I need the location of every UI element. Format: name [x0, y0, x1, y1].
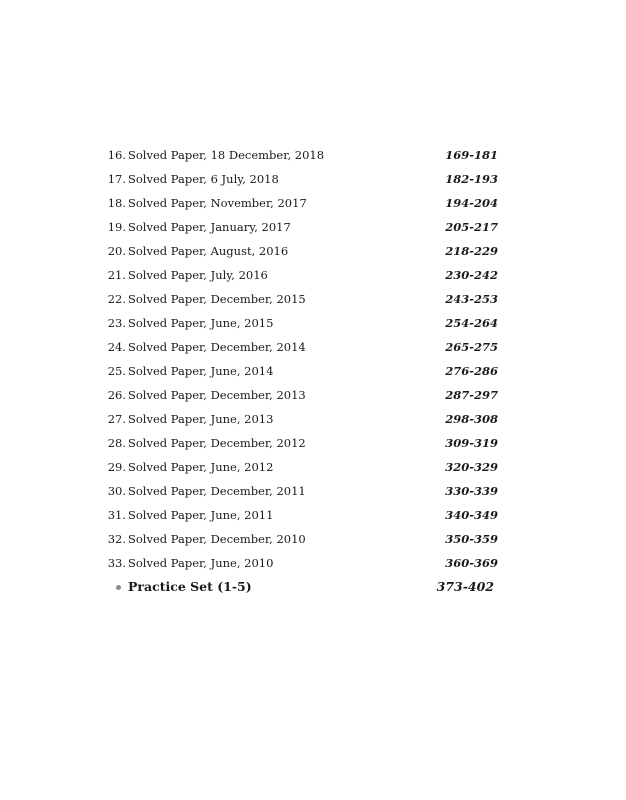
toc-entry — [0, 385, 626, 405]
toc-entry — [0, 505, 626, 525]
entry-number: 32. — [107, 532, 126, 546]
toc-entry — [0, 409, 626, 429]
entry-number: 28. — [107, 436, 126, 450]
entry-title: Practice Set (1-5) — [128, 579, 252, 594]
toc-entry — [0, 337, 626, 357]
entry-number: 27. — [107, 412, 126, 426]
toc-entry — [0, 481, 626, 501]
toc-entry — [0, 217, 626, 237]
entry-number: 19. — [107, 220, 126, 234]
toc-entry — [0, 529, 626, 549]
entry-number: 20. — [107, 244, 126, 258]
toc-entry — [0, 313, 626, 333]
entry-number: 25. — [107, 364, 126, 378]
entry-pages: 194-204 — [445, 196, 498, 210]
toc-entry — [0, 433, 626, 453]
entry-pages: 230-242 — [445, 268, 498, 282]
entry-number: 26. — [107, 388, 126, 402]
entry-title: Solved Paper, 6 July, 2018 — [128, 172, 279, 186]
entry-pages: 360-369 — [445, 556, 498, 570]
entry-title: Solved Paper, December, 2014 — [128, 340, 306, 354]
entry-number: 30. — [107, 484, 126, 498]
entry-title: Solved Paper, November, 2017 — [128, 196, 307, 210]
entry-title: Solved Paper, December, 2015 — [128, 292, 306, 306]
entry-number: 33. — [107, 556, 126, 570]
entry-pages: 169-181 — [445, 148, 498, 162]
bullet-icon — [116, 585, 121, 590]
entry-title: Solved Paper, 18 December, 2018 — [128, 148, 325, 162]
entry-pages: 182-193 — [445, 172, 498, 186]
entry-title: Solved Paper, December, 2013 — [128, 388, 306, 402]
entry-pages: 205-217 — [445, 220, 498, 234]
toc-entry-practice-set — [0, 577, 626, 597]
entry-title: Solved Paper, July, 2016 — [128, 268, 268, 282]
entry-title: Solved Paper, June, 2013 — [128, 412, 274, 426]
toc-entry — [0, 145, 626, 165]
entry-number: 23. — [107, 316, 126, 330]
entry-pages: 287-297 — [445, 388, 498, 402]
entry-number: 24. — [107, 340, 126, 354]
entry-number: 22. — [107, 292, 126, 306]
toc-entry — [0, 361, 626, 381]
entry-title: Solved Paper, June, 2012 — [128, 460, 274, 474]
entry-number: 31. — [107, 508, 126, 522]
toc-entry — [0, 553, 626, 573]
entry-title: Solved Paper, December, 2011 — [128, 484, 306, 498]
entry-title: Solved Paper, June, 2011 — [128, 508, 274, 522]
entry-title: Solved Paper, January, 2017 — [128, 220, 291, 234]
entry-number: 29. — [107, 460, 126, 474]
entry-title: Solved Paper, June, 2010 — [128, 556, 274, 570]
entry-pages: 320-329 — [445, 460, 498, 474]
entry-number: 21. — [107, 268, 126, 282]
entry-pages: 298-308 — [445, 412, 498, 426]
entry-number: 16. — [107, 148, 126, 162]
toc-entry — [0, 193, 626, 213]
entry-pages: 218-229 — [445, 244, 498, 258]
entry-pages: 373-402 — [436, 579, 494, 594]
toc-entry — [0, 289, 626, 309]
entry-title: Solved Paper, August, 2016 — [128, 244, 289, 258]
toc-entry — [0, 457, 626, 477]
entry-pages: 243-253 — [445, 292, 498, 306]
entry-number: 18. — [107, 196, 126, 210]
toc-entry — [0, 169, 626, 189]
entry-number: 17. — [107, 172, 126, 186]
entry-pages: 309-319 — [445, 436, 498, 450]
entry-pages: 330-339 — [445, 484, 498, 498]
entry-pages: 350-359 — [445, 532, 498, 546]
entry-pages: 276-286 — [445, 364, 498, 378]
entry-pages: 265-275 — [445, 340, 498, 354]
entry-pages: 254-264 — [445, 316, 498, 330]
entry-title: Solved Paper, June, 2014 — [128, 364, 274, 378]
entry-title: Solved Paper, June, 2015 — [128, 316, 274, 330]
entry-pages: 340-349 — [445, 508, 498, 522]
toc-entry — [0, 241, 626, 261]
entry-title: Solved Paper, December, 2010 — [128, 532, 306, 546]
entry-title: Solved Paper, December, 2012 — [128, 436, 306, 450]
toc-entry — [0, 265, 626, 285]
